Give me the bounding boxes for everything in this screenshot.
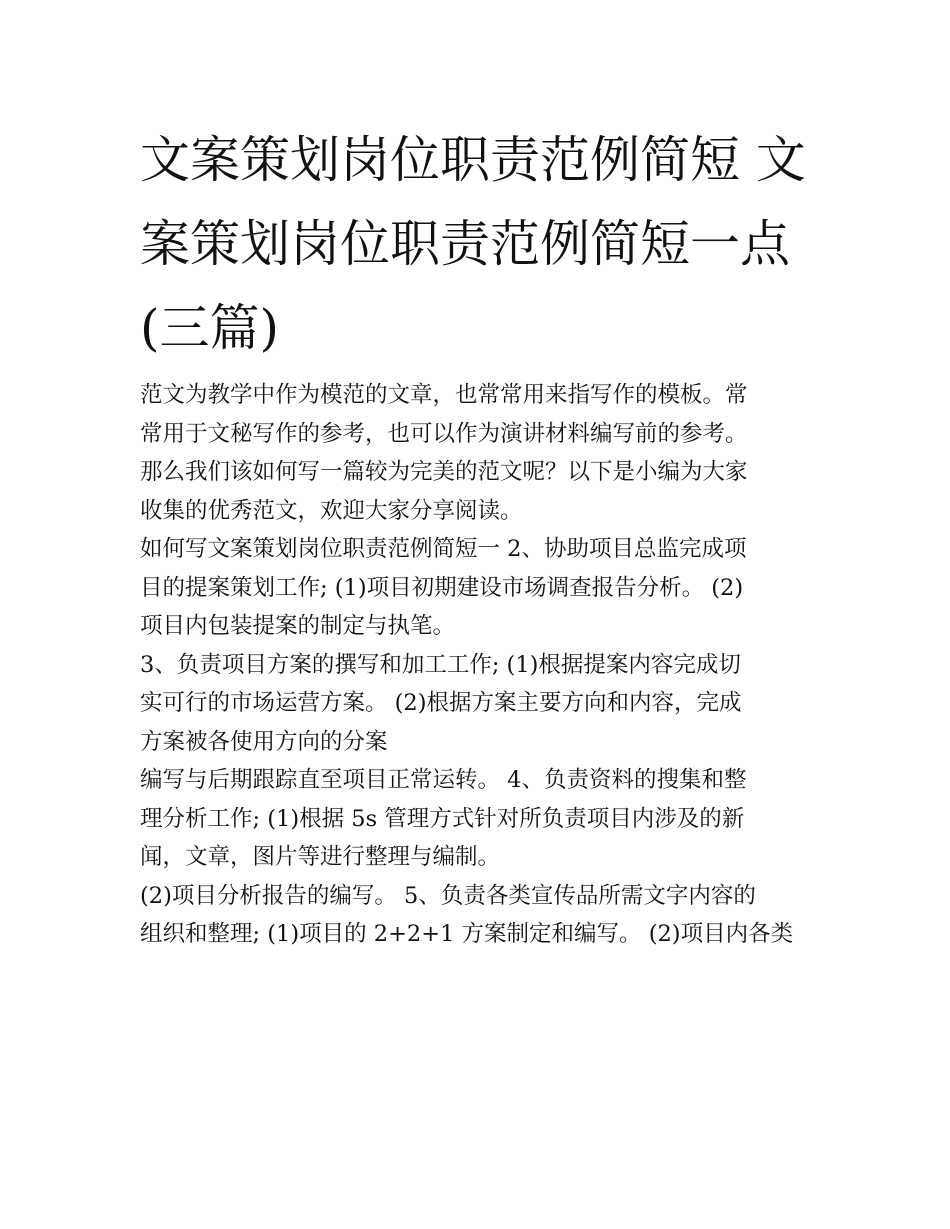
text-line: 理分析工作; (1)根据 5s 管理方式针对所负责项目内涉及的新 [140,805,745,832]
text-line: 收集的优秀范文，欢迎大家分享阅读。 [140,497,523,524]
text-line: 项目内包装提案的制定与执笔。 [140,613,456,639]
intro-paragraph [140,376,815,530]
text-line: 组织和整理; (1)项目的 2+2+1 方案制定和编写。 (2)项目内各类 [140,921,794,947]
title-line: 文案策划岗位职责范例简短 文 [140,131,806,189]
text-line: 编写与后期跟踪直至项目正常运转。 4、负责资料的搜集和整 [140,767,747,793]
text-line: 范文为教学中作为模范的文章，也常常用来指写作的模板。常 [140,382,748,408]
text-line: 那么我们该如何写一篇较为完美的范文呢？以下是小编为大家 [140,459,748,485]
body-paragraph [140,646,815,762]
text-line: 目的提案策划工作; (1)项目初期建设市场调查报告分析。 (2) [140,574,744,601]
text-line: 闻，文章，图片等进行整理与编制。 [140,844,501,870]
text-line: 3、负责项目方案的撰写和加工工作; (1)根据提案内容完成切 [140,651,741,678]
title-line: (三篇) [140,299,280,357]
body-paragraph [140,530,815,646]
document-title [140,118,815,370]
text-line: 实可行的市场运营方案。 (2)根据方案主要方向和内容，完成 [140,690,742,716]
text-line: 如何写文案策划岗位职责范例简短一 2、协助项目总监完成项 [140,536,747,562]
document-page [140,118,815,954]
title-line: 案策划岗位职责范例简短一点 [140,215,790,273]
body-paragraph [140,877,815,954]
text-line: (2)项目分析报告的编写。 5、负责各类宣传品所需文字内容的 [140,882,756,909]
text-line: 常用于文秘写作的参考，也可以作为演讲材料编写前的参考。 [140,420,748,447]
body-paragraph [140,761,815,877]
text-line: 方案被各使用方向的分案 [140,728,388,755]
